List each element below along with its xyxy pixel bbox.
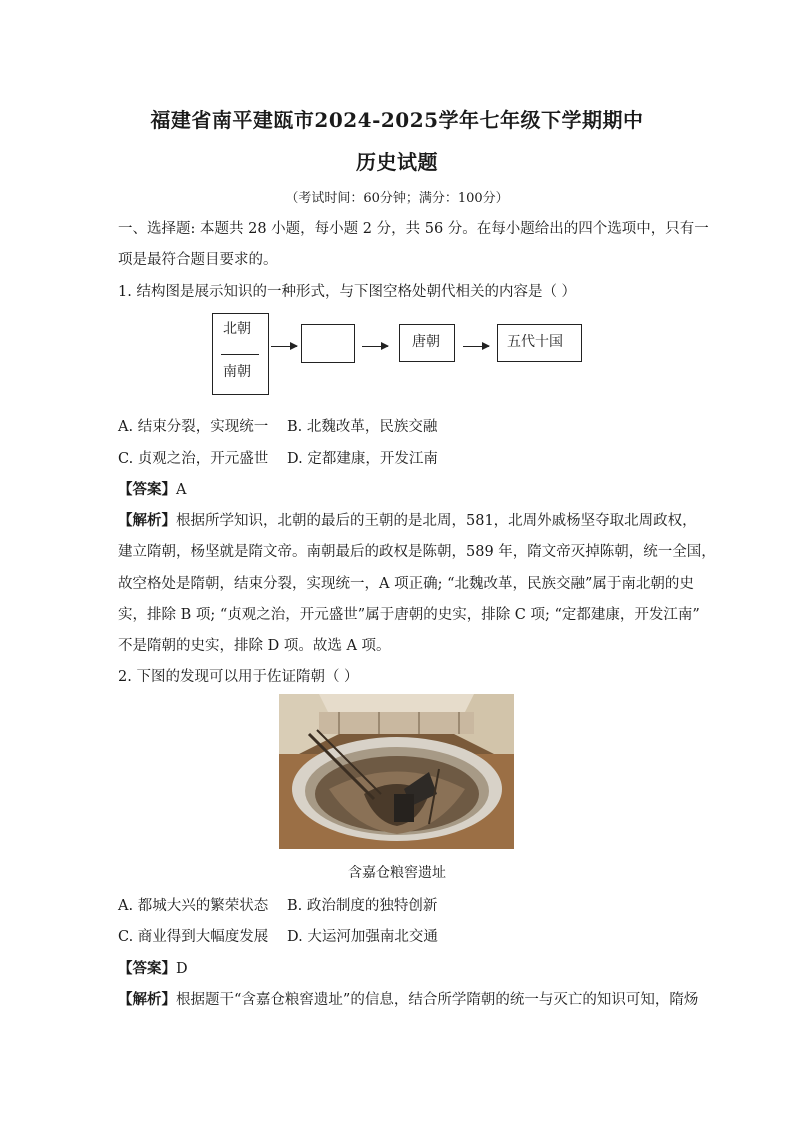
page-subtitle: 历史试题 [356,150,438,174]
q1-answer-value: A [176,482,187,498]
exam-info: （考试时间：60分钟；满分：100分） [285,191,509,206]
q1-option-d: D. 定都建康，开发江南 [287,451,438,467]
q1-analysis-text1: 根据所学知识，北朝的最后的王朝的是北周，581，北周外戚杨坚夺取北周政权， [176,513,697,529]
diagram-divider [221,354,259,355]
q2-answer-label: 【答案】 [118,960,176,977]
diagram-label-five-dynasties: 五代十国 [507,334,563,350]
q1-analysis-line4: 实，排除 B 项; “贞观之治，开元盛世”属于唐朝的史实，排除 C 项; “定都建康，开发江南” [118,607,700,623]
q2-option-d: D. 大运河加强南北交通 [287,929,438,945]
q1-answer-label: 【答案】 [118,481,176,498]
diagram-arrow-2 [362,346,388,347]
q1-analysis-line5: 不是隋朝的史实，排除 D 项。故选 A 项。 [118,638,391,654]
q1-option-b: B. 北魏改革，民族交融 [287,419,438,435]
section-intro-line1: 一、选择题: 本题共 28 小题，每小题 2 分，共 56 分。在每小题给出的四个选项中，只有一 [118,221,709,237]
diagram-label-tang: 唐朝 [412,334,440,350]
q2-stem: 2. 下图的发现可以用于佐证隋朝（ ） [118,669,359,685]
q1-stem: 1. 结构图是展示知识的一种形式，与下图空格处朝代相关的内容是（ ） [118,284,577,300]
q2-answer-value: D [176,961,188,977]
q2-option-a: A. 都城大兴的繁荣状态 [118,898,269,914]
q2-option-c: C. 商业得到大幅度发展 [118,929,269,945]
q1-analysis-label: 【解析】 [118,512,176,529]
q2-analysis-line1 [118,988,698,1009]
q2-answer [118,957,188,978]
q2-analysis-text1: 根据题干“含嘉仓粮窖遗址”的信息，结合所学隋朝的统一与灭亡的知识可知，隋炀 [176,992,699,1008]
q1-option-c: C. 贞观之治，开元盛世 [118,451,269,467]
q2-option-b: B. 政治制度的独特创新 [287,898,438,914]
section-intro-line2: 项是最符合题目要求的。 [118,252,278,268]
q1-answer [118,478,186,499]
q1-analysis-line1 [118,509,697,530]
diagram-label-north: 北朝 [223,321,251,337]
q1-option-a: A. 结束分裂，实现统一 [118,419,269,435]
page-title: 福建省南平建瓯市2024-2025学年七年级下学期期中 [150,108,644,132]
diagram-label-south: 南朝 [223,364,251,380]
granary-site-photo [279,694,514,849]
q2-analysis-label: 【解析】 [118,991,176,1008]
diagram-arrow-3 [463,346,489,347]
q1-analysis-line3: 故空格处是隋朝，结束分裂，实现统一，A 项正确; “北魏改革，民族交融”属于南北朝的史 [118,576,694,592]
diagram-arrow-1 [271,346,297,347]
diagram-box-blank [301,324,355,363]
photo-caption: 含嘉仓粮窖遗址 [348,865,446,881]
q1-analysis-line2: 建立隋朝，杨坚就是隋文帝。南朝最后的政权是陈朝，589 年，隋文帝灭掉陈朝，统一全国， [118,544,716,560]
